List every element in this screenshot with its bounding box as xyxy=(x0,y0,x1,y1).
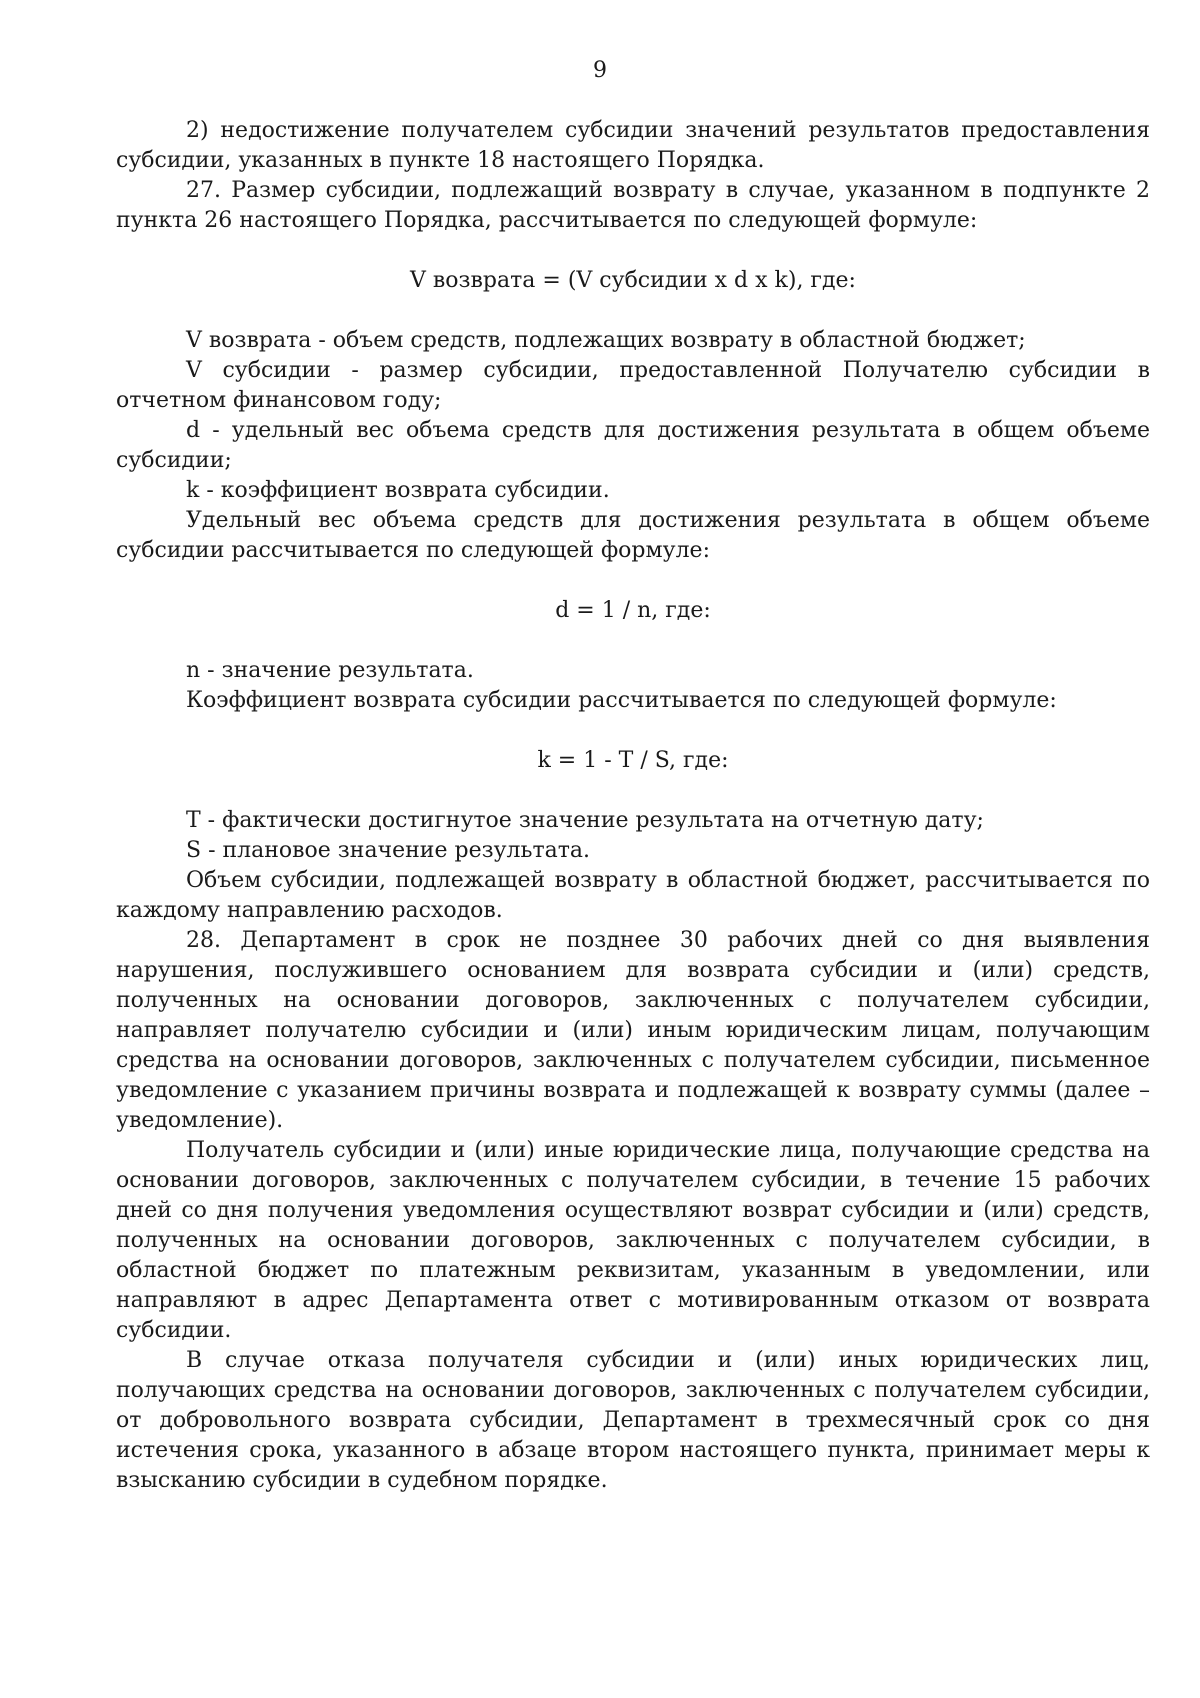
formula: k = 1 - T / S, где: xyxy=(537,748,729,773)
page-number: 9 xyxy=(593,58,607,83)
paragraph: В случае отказа получателя субсидии и (или) иных юридических лиц, получающих средства на основании договоров, заключенных с получателем субсидии, от добровольного возврата субсидии, Департамент в трехмесячный срок со дня истечения срока, указанного в абзаце втором настоящего пункта, принимает меры к взысканию субсидии в судебном порядке. xyxy=(116,1348,1150,1493)
paragraph: T - фактически достигнутое значение результата на отчетную дату; xyxy=(186,808,984,833)
paragraph: d - удельный вес объема средств для достижения результата в общем объеме субсидии; xyxy=(116,418,1150,473)
paragraph: Коэффициент возврата субсидии рассчитывается по следующей формуле: xyxy=(186,688,1057,713)
paragraph: 2) недостижение получателем субсидии значений результатов предоставления субсидии, указанных в пункте 18 настоящего Порядка. xyxy=(116,118,1150,173)
paragraph: Получатель субсидии и (или) иные юридические лица, получающие средства на основании договоров, заключенных с получателем субсидии, в течение 15 рабочих дней со дня получения уведомления осуществляют возврат субсидии и (или) средств, полученных на основании договоров, заключенных с получателем субсидии, в областной бюджет по платежным реквизитам, указанным в уведомлении, или направляют в адрес Департамента ответ с мотивированным отказом от возврата субсидии. xyxy=(116,1138,1150,1343)
formula: V возврата = (V субсидии x d x k), где: xyxy=(410,268,856,293)
paragraph: 27. Размер субсидии, подлежащий возврату в случае, указанном в подпункте 2 пункта 26 настоящего Порядка, рассчитывается по следующей формуле: xyxy=(116,178,1150,233)
paragraph: S - плановое значение результата. xyxy=(186,838,591,863)
paragraph: Объем субсидии, подлежащей возврату в областной бюджет, рассчитывается по каждому направлению расходов. xyxy=(116,868,1150,923)
document-body xyxy=(116,116,1150,1496)
formula: d = 1 / n, где: xyxy=(555,598,711,623)
paragraph: V субсидии - размер субсидии, предоставленной Получателю субсидии в отчетном финансовом году; xyxy=(116,358,1150,413)
paragraph: Удельный вес объема средств для достижения результата в общем объеме субсидии рассчитывается по следующей формуле: xyxy=(116,508,1150,563)
paragraph: k - коэффициент возврата субсидии. xyxy=(186,478,610,503)
paragraph: 28. Департамент в срок не позднее 30 рабочих дней со дня выявления нарушения, послужившего основанием для возврата субсидии и (или) средств, полученных на основании договоров, заключенных с получателем субсидии, направляет получателю субсидии и (или) иным юридическим лицам, получающим средства на основании договоров, заключенных с получателем субсидии, письменное уведомление с указанием причины возврата и подлежащей к возврату суммы (далее – уведомление). xyxy=(116,928,1150,1133)
paragraph: n - значение результата. xyxy=(186,658,474,683)
paragraph: V возврата - объем средств, подлежащих возврату в областной бюджет; xyxy=(186,328,1026,353)
